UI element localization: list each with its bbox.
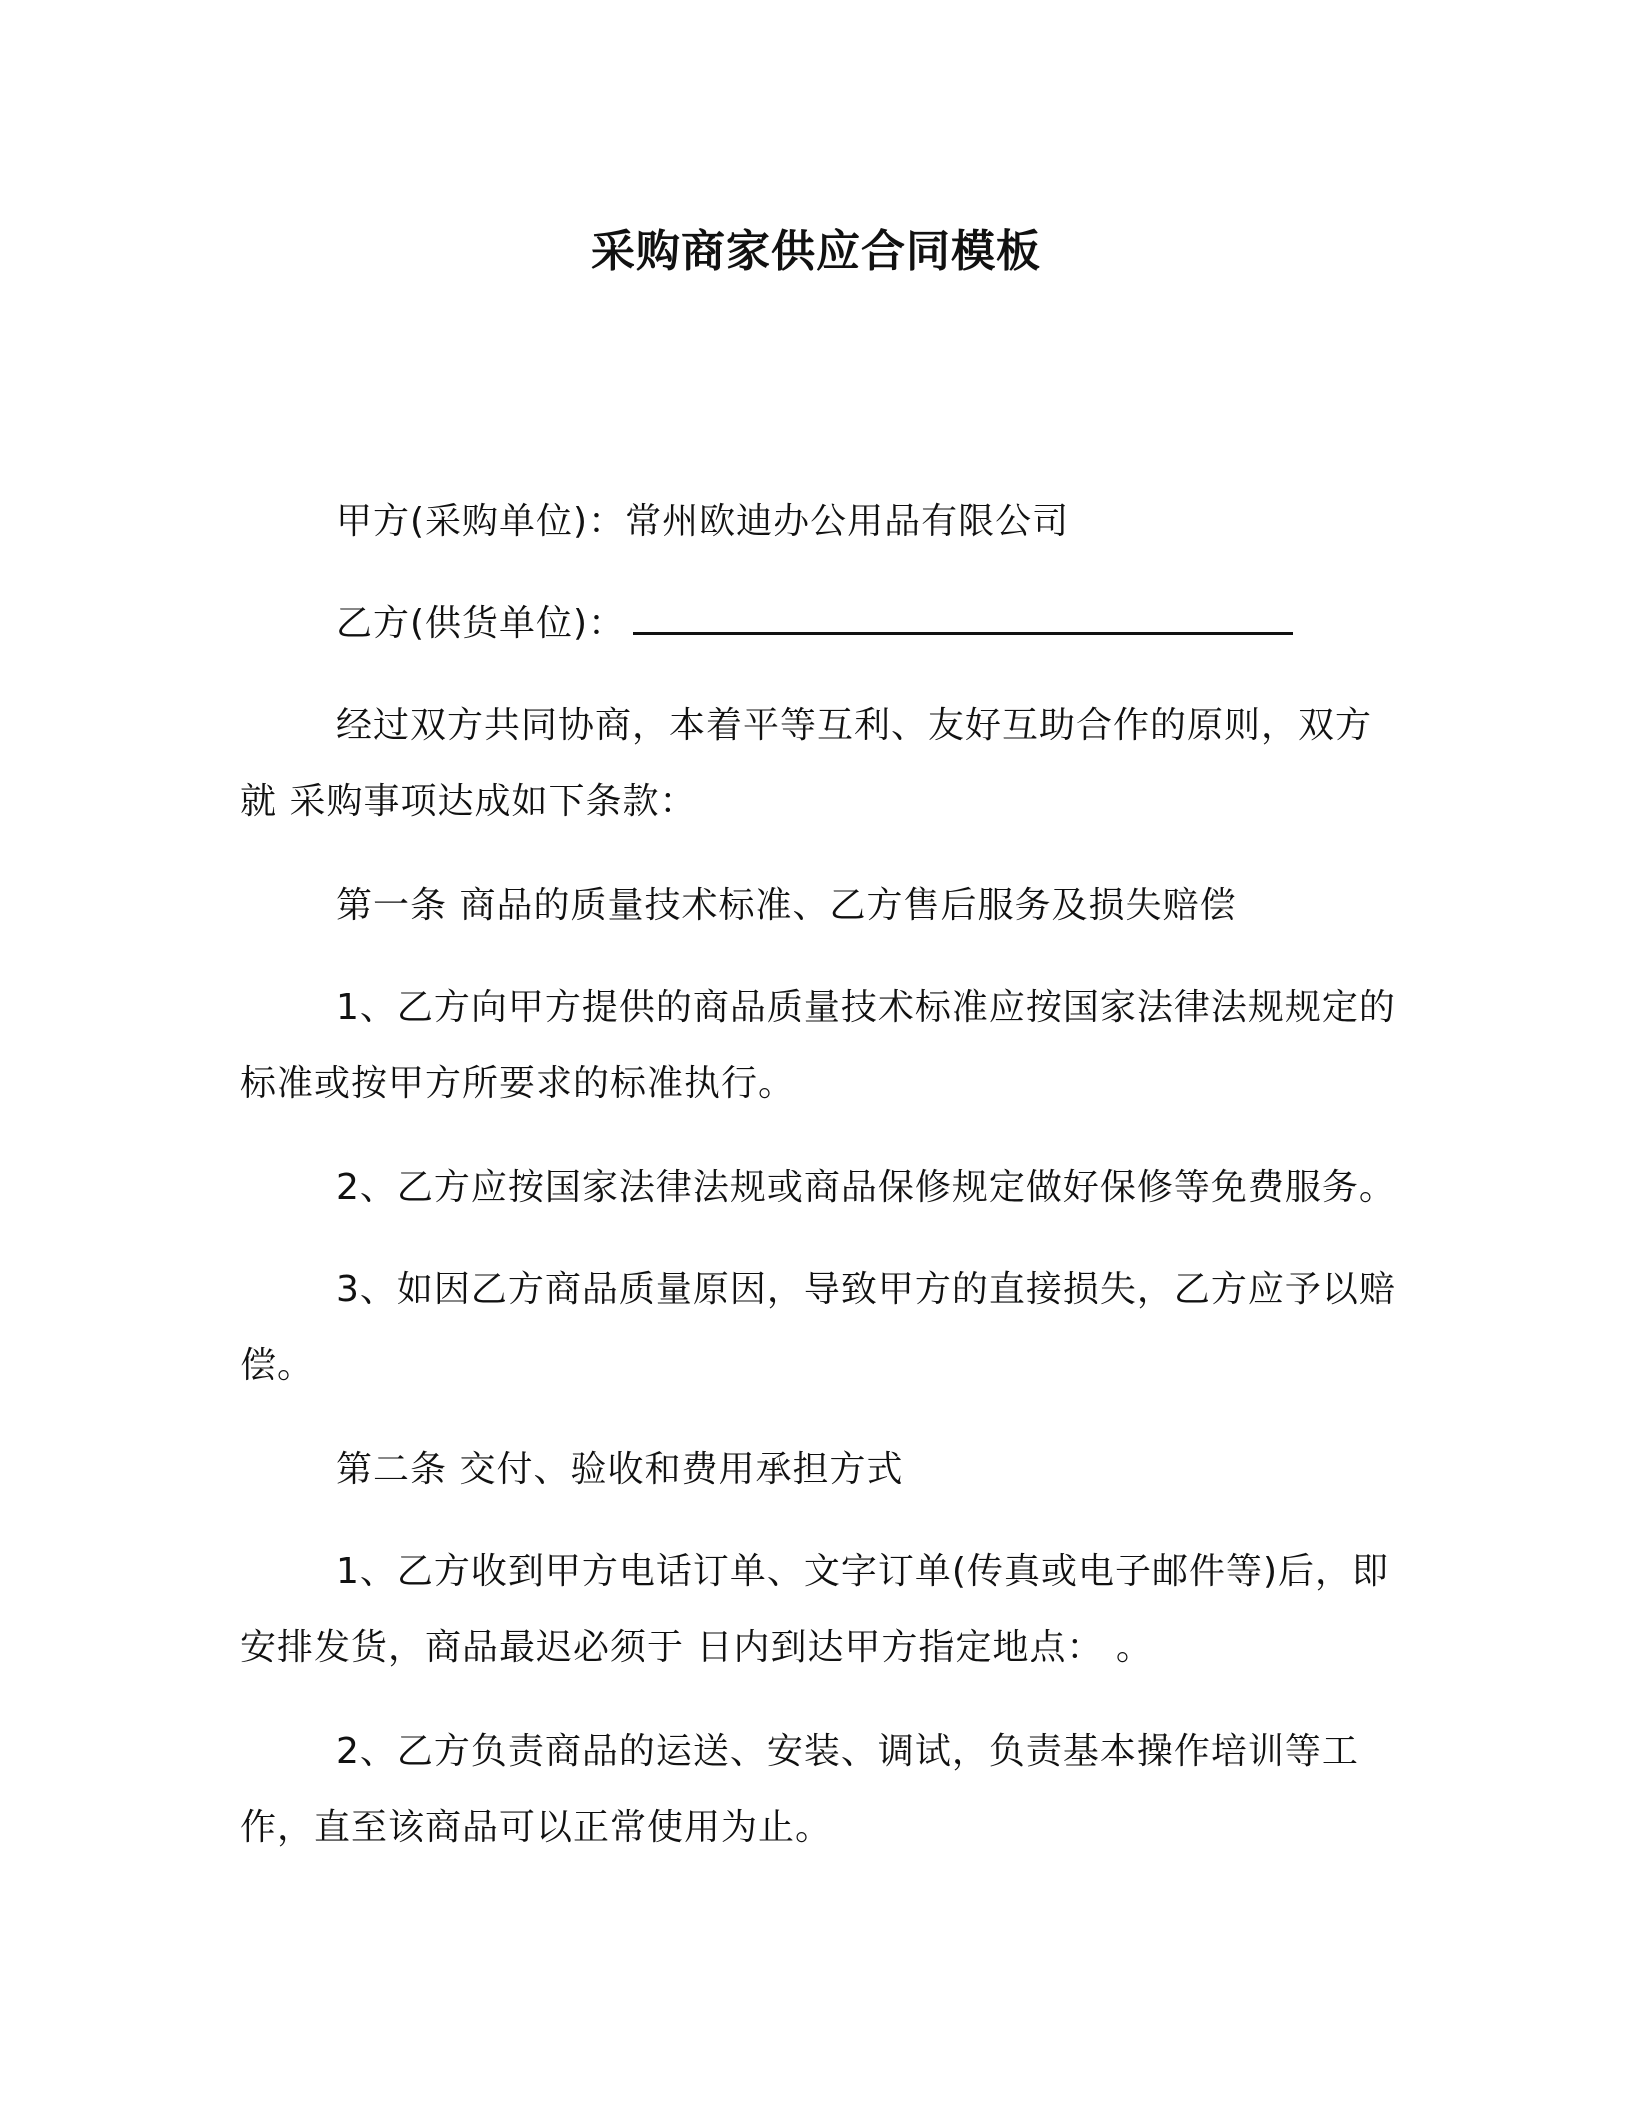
party-b-line [240,586,1400,662]
article-2-clause-2: 2、乙方负责商品的运送、安装、调试，负责基本操作培训等工作，直至该商品可以正常使用为止。 [240,1731,1359,1848]
article-1-clause-3: 3、如因乙方商品质量原因，导致甲方的直接损失，乙方应予以赔偿。 [240,1269,1396,1386]
party-b-blank [633,602,1293,635]
party-a-label: 甲方(采购单位)： [336,501,626,542]
document-title: 采购商家供应合同模板 [591,226,1041,277]
party-a-value: 常州欧迪办公用品有限公司 [625,501,1070,542]
article-1-clause-1: 1、乙方向甲方提供的商品质量技术标准应按国家法律法规规定的标准或按甲方所要求的标准执行。 [240,987,1396,1104]
article-1-clause-2: 2、乙方应按国家法律法规或商品保修规定做好保修等免费服务。 [336,1167,1396,1208]
intro-paragraph: 经过双方共同协商，本着平等互利、友好互助合作的原则，双方就 采购事项达成如下条款： [240,705,1373,822]
article-1-heading: 第一条 商品的质量技术标准、乙方售后服务及损失赔偿 [336,885,1237,926]
party-a-line [240,484,1400,560]
article-2-clause-1: 1、乙方收到甲方电话订单、文字订单(传真或电子邮件等)后，即安排发货，商品最迟必须于 日内到达甲方指定地点： 。 [240,1551,1389,1668]
party-b-label: 乙方(供货单位)： [336,603,626,644]
article-2-heading: 第二条 交付、验收和费用承担方式 [336,1449,904,1490]
